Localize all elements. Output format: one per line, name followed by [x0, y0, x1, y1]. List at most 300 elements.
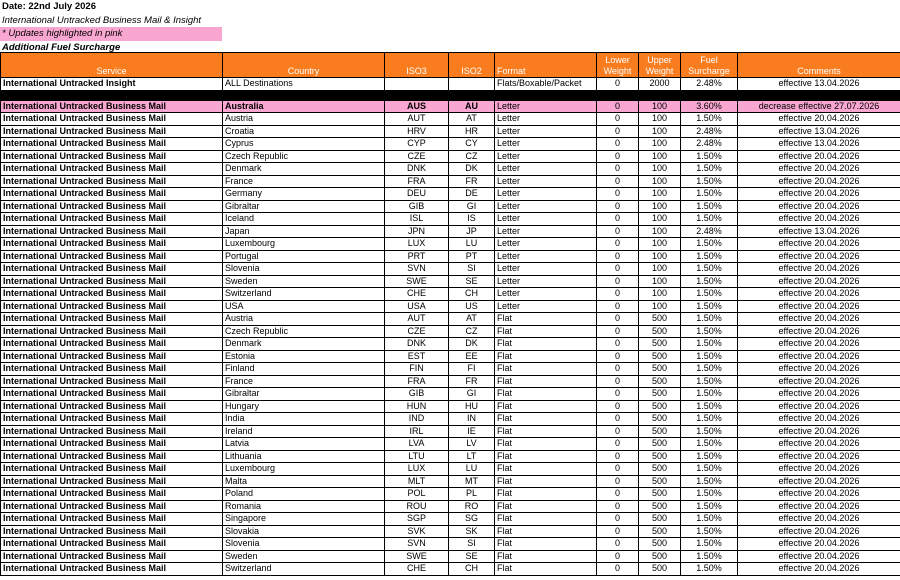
cell-iso2: LV [449, 438, 495, 451]
table-row [1, 263, 900, 276]
col-lower-weight: Lower Weight [597, 53, 639, 78]
cell-lower: 0 [597, 563, 639, 576]
cell-service: International Untracked Insight [1, 78, 223, 91]
cell-iso3: FIN [385, 363, 449, 376]
cell-upper: 500 [639, 475, 681, 488]
cell-service: International Untracked Business Mail [1, 513, 223, 526]
cell-format: Flat [495, 563, 597, 576]
table-row [1, 300, 900, 313]
table-row [1, 450, 900, 463]
cell-format: Letter [495, 300, 597, 313]
cell-iso3: DEU [385, 188, 449, 201]
cell-iso2: LU [449, 238, 495, 251]
cell-country: Czech Republic [223, 325, 385, 338]
cell-format: Letter [495, 275, 597, 288]
cell-format: Flat [495, 350, 597, 363]
cell-country: Cyprus [223, 138, 385, 151]
cell-iso2: AT [449, 313, 495, 326]
cell-comments: effective 20.04.2026 [738, 200, 900, 213]
cell-service: International Untracked Business Mail [1, 525, 223, 538]
cell-iso2: IE [449, 425, 495, 438]
cell-upper: 100 [639, 188, 681, 201]
table-row [1, 138, 900, 151]
cell-fuel: 2.48% [681, 225, 738, 238]
cell-upper: 500 [639, 438, 681, 451]
cell-lower: 0 [597, 238, 639, 251]
cell-lower: 0 [597, 163, 639, 176]
cell-format: Flat [495, 413, 597, 426]
cell-fuel: 1.50% [681, 325, 738, 338]
cell-upper: 100 [639, 300, 681, 313]
cell-iso3: AUT [385, 113, 449, 126]
cell-upper: 100 [639, 225, 681, 238]
cell-comments: effective 20.04.2026 [738, 500, 900, 513]
table-row [1, 125, 900, 138]
cell-iso3: CZE [385, 150, 449, 163]
cell-upper: 500 [639, 375, 681, 388]
cell-format: Letter [495, 238, 597, 251]
cell-country: Iceland [223, 213, 385, 226]
cell-comments: effective 20.04.2026 [738, 175, 900, 188]
cell-iso3: JPN [385, 225, 449, 238]
cell-comments: effective 20.04.2026 [738, 438, 900, 451]
cell-lower: 0 [597, 125, 639, 138]
cell-comments: effective 20.04.2026 [738, 550, 900, 563]
cell-country: Australia [223, 100, 385, 113]
cell-comments: effective 20.04.2026 [738, 238, 900, 251]
cell-upper: 500 [639, 413, 681, 426]
cell-comments: effective 20.04.2026 [738, 250, 900, 263]
cell-upper: 500 [639, 400, 681, 413]
table-row [1, 550, 900, 563]
cell-format: Letter [495, 175, 597, 188]
cell-fuel: 1.50% [681, 213, 738, 226]
cell-upper: 500 [639, 325, 681, 338]
section-title: Additional Fuel Surcharge [2, 41, 121, 53]
table-row [1, 200, 900, 213]
cell-lower: 0 [597, 513, 639, 526]
cell-service: International Untracked Business Mail [1, 175, 223, 188]
cell-comments: effective 20.04.2026 [738, 275, 900, 288]
table-row [1, 325, 900, 338]
cell-iso2: FR [449, 175, 495, 188]
cell-lower: 0 [597, 550, 639, 563]
cell-comments: effective 13.04.2026 [738, 225, 900, 238]
cell-iso2: JP [449, 225, 495, 238]
cell-iso2: RO [449, 500, 495, 513]
cell-fuel: 1.50% [681, 163, 738, 176]
table-row [1, 225, 900, 238]
cell-service: International Untracked Business Mail [1, 425, 223, 438]
cell-iso2: CY [449, 138, 495, 151]
cell-format: Letter [495, 250, 597, 263]
cell-lower: 0 [597, 500, 639, 513]
cell-lower: 0 [597, 450, 639, 463]
cell-comments: effective 20.04.2026 [738, 288, 900, 301]
cell-iso3: LUX [385, 238, 449, 251]
cell-comments: effective 13.04.2026 [738, 138, 900, 151]
cell-country: Hungary [223, 400, 385, 413]
cell-service: International Untracked Business Mail [1, 213, 223, 226]
cell-iso2: IN [449, 413, 495, 426]
cell-iso3: IRL [385, 425, 449, 438]
cell-format: Flat [495, 438, 597, 451]
cell-service: International Untracked Business Mail [1, 538, 223, 551]
cell-service: International Untracked Business Mail [1, 463, 223, 476]
table-row [1, 213, 900, 226]
cell-iso3: SWE [385, 275, 449, 288]
cell-iso3: LVA [385, 438, 449, 451]
cell-service: International Untracked Business Mail [1, 563, 223, 576]
cell-service: International Untracked Business Mail [1, 325, 223, 338]
col-upper-weight: Upper Weight [639, 53, 681, 78]
table-row [1, 488, 900, 501]
cell-iso2: US [449, 300, 495, 313]
table-row [1, 350, 900, 363]
cell-country: Sweden [223, 275, 385, 288]
cell-format: Letter [495, 263, 597, 276]
cell-iso2: SI [449, 538, 495, 551]
cell-iso2: SI [449, 263, 495, 276]
cell-fuel: 1.50% [681, 238, 738, 251]
cell-fuel: 1.50% [681, 438, 738, 451]
cell-comments: effective 20.04.2026 [738, 163, 900, 176]
cell-iso2: DK [449, 338, 495, 351]
cell-fuel: 1.50% [681, 538, 738, 551]
cell-iso2: MT [449, 475, 495, 488]
cell-fuel: 1.50% [681, 388, 738, 401]
cell-iso3: HRV [385, 125, 449, 138]
cell-fuel: 1.50% [681, 275, 738, 288]
cell-iso3: LUX [385, 463, 449, 476]
cell-fuel: 1.50% [681, 200, 738, 213]
cell-format: Flats/Boxable/Packet [495, 78, 597, 91]
cell-country: France [223, 175, 385, 188]
cell-fuel: 1.50% [681, 475, 738, 488]
cell-iso3: GIB [385, 388, 449, 401]
cell-format: Flat [495, 325, 597, 338]
cell-lower: 0 [597, 100, 639, 113]
cell-service: International Untracked Business Mail [1, 400, 223, 413]
cell-lower: 0 [597, 225, 639, 238]
cell-upper: 500 [639, 550, 681, 563]
cell-fuel: 1.50% [681, 250, 738, 263]
cell-iso3: EST [385, 350, 449, 363]
cell-format: Flat [495, 550, 597, 563]
cell-comments: effective 20.04.2026 [738, 425, 900, 438]
cell-iso3: GIB [385, 200, 449, 213]
cell-lower: 0 [597, 313, 639, 326]
cell-comments: effective 20.04.2026 [738, 475, 900, 488]
cell-country: Czech Republic [223, 150, 385, 163]
table-row [1, 238, 900, 251]
cell-country: Switzerland [223, 288, 385, 301]
cell-iso2: CZ [449, 150, 495, 163]
cell-upper: 500 [639, 500, 681, 513]
cell-country: Denmark [223, 163, 385, 176]
cell-country: Latvia [223, 438, 385, 451]
cell-format: Flat [495, 538, 597, 551]
cell-fuel: 1.50% [681, 450, 738, 463]
cell-country: Denmark [223, 338, 385, 351]
cell-country: Malta [223, 475, 385, 488]
table-row [1, 100, 900, 113]
cell-country: Sweden [223, 550, 385, 563]
cell-country: Poland [223, 488, 385, 501]
cell-fuel: 1.50% [681, 425, 738, 438]
cell-iso2: HR [449, 125, 495, 138]
cell-upper: 100 [639, 263, 681, 276]
cell-fuel: 3.60% [681, 100, 738, 113]
cell-iso3: AUT [385, 313, 449, 326]
cell-fuel: 1.50% [681, 175, 738, 188]
table-row [1, 313, 900, 326]
date-label: Date: 22nd July 2026 [2, 1, 96, 12]
col-comments: Comments [738, 53, 900, 78]
col-service: Service [1, 53, 223, 78]
cell-format: Flat [495, 388, 597, 401]
cell-comments: effective 20.04.2026 [738, 113, 900, 126]
cell-iso3: IND [385, 413, 449, 426]
cell-service: International Untracked Business Mail [1, 313, 223, 326]
cell-format: Flat [495, 313, 597, 326]
cell-iso2: IS [449, 213, 495, 226]
cell-lower: 0 [597, 538, 639, 551]
cell-upper: 100 [639, 150, 681, 163]
table-row [1, 400, 900, 413]
cell-fuel: 1.50% [681, 488, 738, 501]
sheet-header [0, 0, 900, 54]
cell-upper: 500 [639, 363, 681, 376]
cell-comments: effective 20.04.2026 [738, 513, 900, 526]
cell-comments: effective 20.04.2026 [738, 300, 900, 313]
cell-format: Letter [495, 188, 597, 201]
cell-comments: effective 20.04.2026 [738, 188, 900, 201]
cell-upper: 100 [639, 288, 681, 301]
cell-lower: 0 [597, 275, 639, 288]
cell-upper: 500 [639, 525, 681, 538]
cell-iso3: AUS [385, 100, 449, 113]
cell-service: International Untracked Business Mail [1, 475, 223, 488]
cell-lower: 0 [597, 113, 639, 126]
cell-fuel: 1.50% [681, 338, 738, 351]
cell-service: International Untracked Business Mail [1, 150, 223, 163]
updates-note: * Updates highlighted in pink [0, 27, 222, 41]
cell-iso3: SGP [385, 513, 449, 526]
cell-iso3: SVK [385, 525, 449, 538]
cell-service: International Untracked Business Mail [1, 450, 223, 463]
cell-upper: 500 [639, 563, 681, 576]
cell-iso3: HUN [385, 400, 449, 413]
cell-service: International Untracked Business Mail [1, 300, 223, 313]
surcharge-table [0, 52, 900, 576]
cell-upper: 500 [639, 450, 681, 463]
cell-lower: 0 [597, 325, 639, 338]
col-format: Format [495, 53, 597, 78]
cell-iso3: POL [385, 488, 449, 501]
cell-lower: 0 [597, 413, 639, 426]
cell-iso2: PL [449, 488, 495, 501]
table-row [1, 188, 900, 201]
cell-service: International Untracked Business Mail [1, 238, 223, 251]
cell-format: Letter [495, 138, 597, 151]
cell-lower: 0 [597, 475, 639, 488]
cell-country: Gibraltar [223, 200, 385, 213]
cell-upper: 100 [639, 163, 681, 176]
table-row [1, 150, 900, 163]
cell-fuel: 1.50% [681, 313, 738, 326]
cell-fuel: 1.50% [681, 375, 738, 388]
cell-fuel: 1.50% [681, 113, 738, 126]
cell-fuel: 1.50% [681, 363, 738, 376]
cell-iso2: DE [449, 188, 495, 201]
cell-iso2: AU [449, 100, 495, 113]
cell-fuel: 2.48% [681, 138, 738, 151]
cell-iso3: SWE [385, 550, 449, 563]
cell-comments: effective 20.04.2026 [738, 325, 900, 338]
cell-fuel: 1.50% [681, 525, 738, 538]
cell-comments: effective 20.04.2026 [738, 213, 900, 226]
cell-format: Letter [495, 125, 597, 138]
cell-iso3 [385, 78, 449, 91]
cell-iso2: EE [449, 350, 495, 363]
cell-country: Gibraltar [223, 388, 385, 401]
cell-lower: 0 [597, 300, 639, 313]
cell-format: Letter [495, 200, 597, 213]
table-row [1, 388, 900, 401]
table-row [1, 563, 900, 576]
cell-fuel: 1.50% [681, 263, 738, 276]
cell-service: International Untracked Business Mail [1, 375, 223, 388]
cell-fuel: 1.50% [681, 413, 738, 426]
cell-service: International Untracked Business Mail [1, 163, 223, 176]
cell-format: Letter [495, 163, 597, 176]
cell-country: France [223, 375, 385, 388]
col-iso2: ISO2 [449, 53, 495, 78]
cell-lower: 0 [597, 250, 639, 263]
cell-service: International Untracked Business Mail [1, 388, 223, 401]
cell-fuel: 1.50% [681, 150, 738, 163]
table-row [1, 475, 900, 488]
cell-lower: 0 [597, 213, 639, 226]
cell-upper: 100 [639, 213, 681, 226]
cell-lower: 0 [597, 488, 639, 501]
separator-row [1, 90, 900, 100]
cell-country: Croatia [223, 125, 385, 138]
cell-iso2: GI [449, 388, 495, 401]
cell-lower: 0 [597, 138, 639, 151]
cell-iso2: GI [449, 200, 495, 213]
cell-comments: effective 20.04.2026 [738, 563, 900, 576]
cell-service: International Untracked Business Mail [1, 188, 223, 201]
cell-country: Lithuania [223, 450, 385, 463]
cell-format: Flat [495, 400, 597, 413]
cell-fuel: 1.50% [681, 463, 738, 476]
cell-comments: effective 20.04.2026 [738, 363, 900, 376]
cell-upper: 500 [639, 513, 681, 526]
cell-format: Flat [495, 363, 597, 376]
cell-comments: effective 20.04.2026 [738, 450, 900, 463]
cell-comments: effective 20.04.2026 [738, 400, 900, 413]
table-row [1, 513, 900, 526]
cell-format: Letter [495, 113, 597, 126]
cell-upper: 500 [639, 538, 681, 551]
cell-fuel: 1.50% [681, 300, 738, 313]
cell-upper: 100 [639, 138, 681, 151]
cell-country: Austria [223, 313, 385, 326]
cell-upper: 500 [639, 425, 681, 438]
table-row [1, 525, 900, 538]
cell-format: Flat [495, 513, 597, 526]
cell-iso2: AT [449, 113, 495, 126]
cell-comments: effective 20.04.2026 [738, 375, 900, 388]
cell-iso2 [449, 78, 495, 91]
cell-fuel: 1.50% [681, 500, 738, 513]
cell-country: Ireland [223, 425, 385, 438]
cell-upper: 500 [639, 388, 681, 401]
table-row [1, 250, 900, 263]
cell-iso2: CZ [449, 325, 495, 338]
cell-iso2: DK [449, 163, 495, 176]
cell-format: Flat [495, 425, 597, 438]
cell-comments: effective 20.04.2026 [738, 263, 900, 276]
cell-iso2: CH [449, 563, 495, 576]
cell-iso3: FRA [385, 375, 449, 388]
cell-country: Switzerland [223, 563, 385, 576]
cell-format: Flat [495, 463, 597, 476]
cell-iso2: PT [449, 250, 495, 263]
cell-lower: 0 [597, 338, 639, 351]
cell-iso2: SG [449, 513, 495, 526]
cell-country: ALL Destinations [223, 78, 385, 91]
cell-lower: 0 [597, 438, 639, 451]
cell-format: Letter [495, 213, 597, 226]
cell-iso3: ISL [385, 213, 449, 226]
cell-iso2: LU [449, 463, 495, 476]
cell-lower: 0 [597, 288, 639, 301]
cell-iso2: SE [449, 550, 495, 563]
cell-iso3: CZE [385, 325, 449, 338]
cell-fuel: 1.50% [681, 550, 738, 563]
cell-upper: 100 [639, 200, 681, 213]
cell-service: International Untracked Business Mail [1, 338, 223, 351]
cell-comments: effective 13.04.2026 [738, 78, 900, 91]
cell-service: International Untracked Business Mail [1, 250, 223, 263]
cell-iso2: FI [449, 363, 495, 376]
table-row [1, 175, 900, 188]
cell-iso3: USA [385, 300, 449, 313]
cell-comments: effective 20.04.2026 [738, 525, 900, 538]
table-row [1, 500, 900, 513]
cell-format: Letter [495, 150, 597, 163]
cell-format: Flat [495, 525, 597, 538]
cell-service: International Untracked Business Mail [1, 200, 223, 213]
cell-service: International Untracked Business Mail [1, 263, 223, 276]
cell-iso3: PRT [385, 250, 449, 263]
cell-fuel: 1.50% [681, 400, 738, 413]
separator-cell [1, 90, 900, 100]
cell-format: Flat [495, 338, 597, 351]
cell-country: Slovakia [223, 525, 385, 538]
cell-iso2: SK [449, 525, 495, 538]
cell-country: Finland [223, 363, 385, 376]
cell-comments: decrease effective 27.07.2026 [738, 100, 900, 113]
cell-service: International Untracked Business Mail [1, 363, 223, 376]
cell-comments: effective 20.04.2026 [738, 488, 900, 501]
cell-format: Flat [495, 375, 597, 388]
cell-comments: effective 20.04.2026 [738, 150, 900, 163]
cell-upper: 100 [639, 250, 681, 263]
